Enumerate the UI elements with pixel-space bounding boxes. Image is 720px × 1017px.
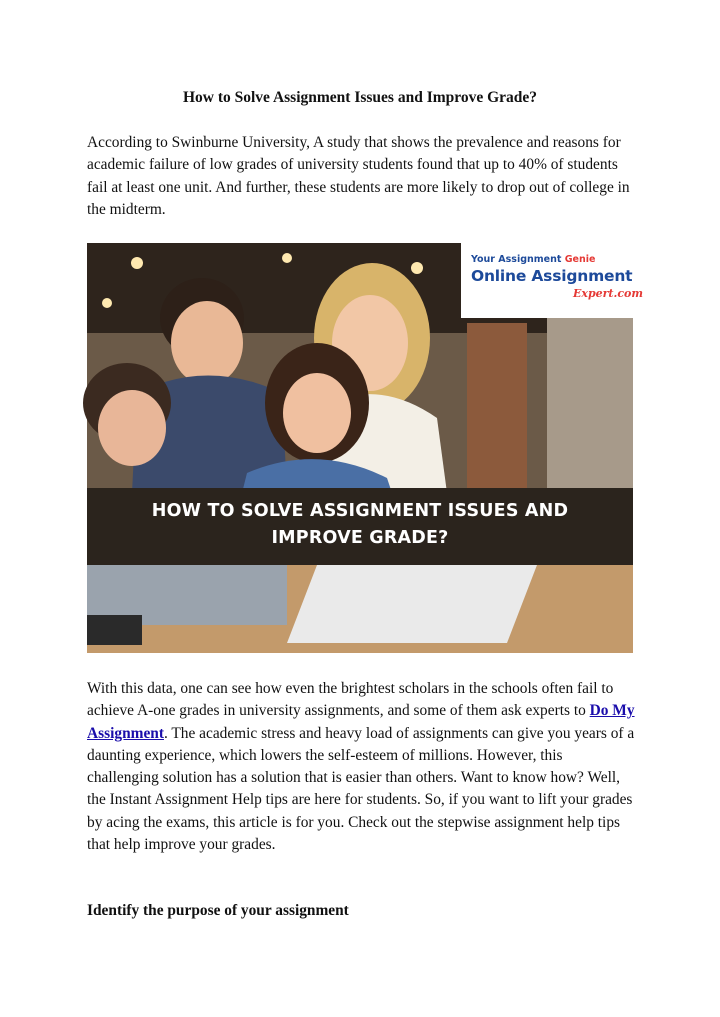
brand-logo <box>461 243 644 318</box>
intro-paragraph: According to Swinburne University, A study that shows the prevalence and reasons for academic failure of low grades of university students found that up to 40% of students fail at least one unit. And further, these students are more likely to drop out of college in the midterm. <box>87 134 630 218</box>
hero-image <box>87 243 644 653</box>
banner-line-2: IMPROVE GRADE? <box>271 528 449 548</box>
logo-tagline: Your Assignment Genie <box>471 254 596 265</box>
image-banner <box>87 488 633 565</box>
logo-name: Online Assignment <box>471 267 633 285</box>
body-paragraph: With this data, one can see how even the brightest scholars in the schools often fail to achieve A-one grades in university assignments, and some of them ask experts to Do My Assignment. The academic stress and heavy load of assignments can give you years of a daunting experience, which lowers the self-esteem of millions. However, this challenging solution has a solution that is easier than others. Want to know how? Well, the Instant Assignment Help tips are here for students. So, if you want to lift your grades by acing the exams, this article is for you. Check out the stepwise assignment help tips that help improve your grades. <box>87 680 635 854</box>
do-my-assignment-link[interactable]: Do My Assignment <box>87 702 635 742</box>
banner-line-1: HOW TO SOLVE ASSIGNMENT ISSUES AND <box>151 501 569 521</box>
page-title: How to Solve Assignment Issues and Improve Grade? <box>182 89 538 106</box>
section-heading: Identify the purpose of your assignment <box>87 902 349 919</box>
logo-domain: Expert.com <box>573 287 644 300</box>
